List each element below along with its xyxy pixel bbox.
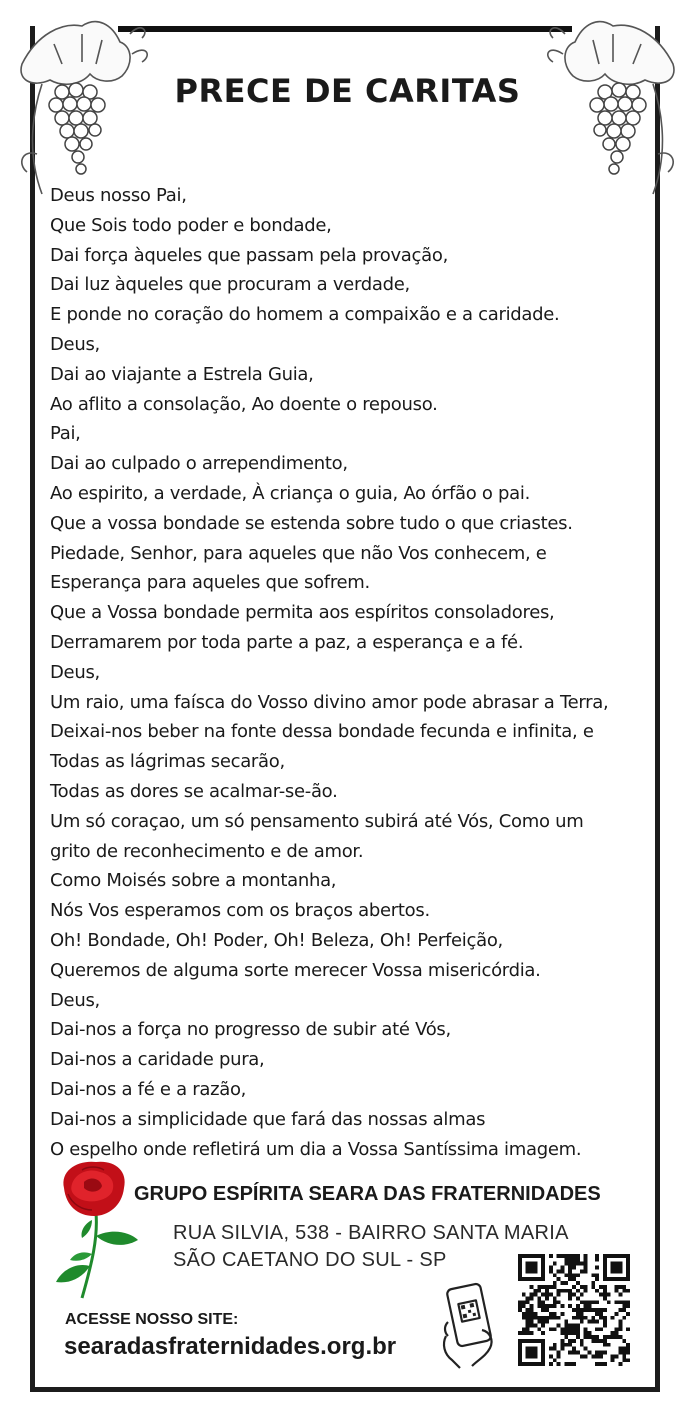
prayer-line: Dai-nos a força no progresso de subir até Vós,: [50, 1019, 451, 1041]
prayer-line: Todas as dores se acalmar-se-ão.: [50, 780, 338, 802]
top-border-bar: [118, 26, 572, 32]
prayer-line: Derramarem por toda parte a paz, a esperança e a fé.: [50, 631, 524, 653]
page-title: PRECE DE CARITAS: [174, 72, 521, 110]
prayer-line: grito de reconhecimento e de amor.: [50, 840, 364, 862]
address-line-1: RUA SILVIA, 538 - BAIRRO SANTA MARIA: [173, 1222, 569, 1244]
site-label: ACESSE NOSSO SITE:: [65, 1311, 239, 1328]
prayer-line: Como Moisés sobre a montanha,: [50, 870, 337, 892]
prayer-line: Que a vossa bondade se estenda sobre tudo o que criastes.: [50, 512, 573, 534]
prayer-line: Ao espirito, a verdade, À criança o guia, Ao órfão o pai.: [50, 482, 531, 504]
prayer-line: Esperança para aqueles que sofrem.: [50, 572, 370, 594]
prayer-line: Ao aflito a consolação, Ao doente o repouso.: [50, 393, 438, 415]
prayer-line: Que a Vossa bondade permita aos espíritos consoladores,: [50, 602, 555, 624]
prayer-line: Dai força àqueles que passam pela provação,: [50, 244, 448, 266]
site-url-link[interactable]: searadasfraternidades.org.br: [64, 1333, 397, 1360]
prayer-line: Pai,: [50, 423, 81, 445]
prayer-line: O espelho onde refletirá um dia a Vossa Santíssima imagem.: [50, 1138, 582, 1160]
prayer-line: Deus nosso Pai,: [50, 185, 187, 206]
prayer-text: [50, 181, 650, 1164]
prayer-line: Que Sois todo poder e bondade,: [50, 214, 332, 236]
qr-code-icon[interactable]: [518, 1254, 630, 1366]
prayer-line: Dai ao viajante a Estrela Guia,: [50, 363, 314, 385]
prayer-line: Dai-nos a fé e a razão,: [50, 1078, 247, 1100]
prayer-line: Piedade, Senhor, para aqueles que não Vos conhecem, e: [50, 542, 547, 564]
group-name: GRUPO ESPÍRITA SEARA DAS FRATERNIDADES: [134, 1183, 601, 1205]
address-line-2: SÃO CAETANO DO SUL - SP: [173, 1249, 447, 1271]
prayer-line: Dai luz àqueles que procuram a verdade,: [50, 274, 410, 296]
prayer-line: Dai ao culpado o arrependimento,: [50, 453, 348, 475]
prayer-line: Todas as lágrimas secarão,: [50, 751, 285, 773]
prayer-line: Deus,: [50, 989, 100, 1011]
prayer-line: Queremos de alguma sorte merecer Vossa misericórdia.: [50, 959, 541, 981]
prayer-line: Um raio, uma faísca do Vosso divino amor pode abrasar a Terra,: [50, 691, 609, 713]
prayer-line: Dai-nos a caridade pura,: [50, 1049, 265, 1071]
prayer-line: Deixai-nos beber na fonte dessa bondade fecunda e infinita, e: [50, 721, 594, 743]
prayer-line: Deus,: [50, 661, 100, 683]
prayer-line: Dai-nos a simplicidade que fará das nossas almas: [50, 1108, 486, 1130]
prayer-line: Um só coraçao, um só pensamento subirá até Vós, Como um: [50, 810, 584, 832]
rose-icon: [52, 1158, 144, 1303]
prayer-line: E ponde no coração do homem a compaixão e a caridade.: [50, 304, 560, 326]
phone-scan-icon: [438, 1280, 504, 1370]
prayer-line: Oh! Bondade, Oh! Poder, Oh! Beleza, Oh! Perfeição,: [50, 929, 503, 951]
prayer-line: Nós Vos esperamos com os braços abertos.: [50, 900, 430, 922]
prayer-line: Deus,: [50, 333, 100, 355]
